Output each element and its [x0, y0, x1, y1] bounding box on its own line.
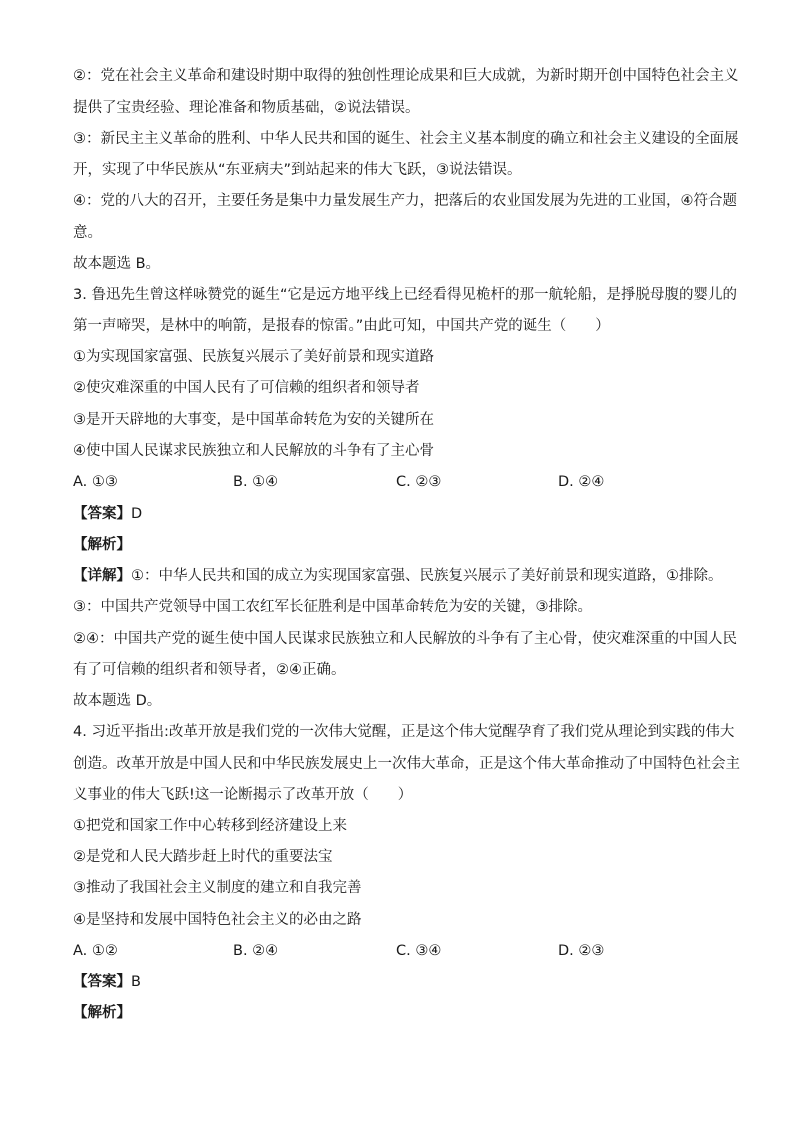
q3-option-c: C. ②③: [396, 474, 442, 490]
q3-option-a: A. ①③: [73, 474, 118, 490]
q3-detail-3-line-2: 有了可信赖的组织者和领导者，②④正确。: [73, 662, 346, 678]
q4-statement-4: ④是坚持和发展中国特色社会主义的必由之路: [73, 912, 362, 928]
q3-answer-label: 【答案】: [73, 506, 131, 522]
q3-conclusion: 故本题选 D。: [73, 693, 162, 709]
prev-point-3-line-1: ③：新民主主义革命的胜利、中华人民共和国的诞生、社会主义基本制度的确立和社会主义建设的全面展: [73, 131, 739, 147]
q4-option-a: A. ①②: [73, 943, 118, 959]
q3-detail-1: [73, 566, 723, 586]
q4-option-b: B. ②④: [233, 943, 279, 959]
q3-statement-3: ③是开天辟地的大事变，是中国革命转危为安的关键所在: [73, 412, 434, 428]
q4-stem-line-3: 义事业的伟大飞跃!这一论断揭示了改革开放（ ）: [73, 787, 413, 803]
prev-point-3-line-2: 开，实现了中华民族从“东亚病夫”到站起来的伟大飞跃，③说法错误。: [73, 162, 522, 178]
q4-stem-line-2: 创造。改革开放是中国人民和中华民族发展史上一次伟大革命，正是这个伟大革命推动了中国特色社会主: [73, 756, 740, 772]
q3-detail-1-text: ①：中华人民共和国的成立为实现国家富强、民族复兴展示了美好前景和现实道路，①排除。: [131, 568, 723, 584]
prev-point-4-line-2: 意。: [73, 225, 102, 241]
q4-stem-line-1: 4. 习近平指出:改革开放是我们党的一次伟大觉醒，正是这个伟大觉醒孕育了我们党从理论到实践的伟大: [73, 724, 735, 740]
prev-conclusion: 故本题选 B。: [73, 256, 161, 272]
q4-option-c: C. ③④: [396, 943, 442, 959]
q3-stem-line-2: 第一声啼哭，是林中的响箭，是报春的惊雷。”由此可知，中国共产党的诞生（ ）: [73, 318, 610, 334]
q3-stem-line-1: 3. 鲁迅先生曾这样咏赞党的诞生“它是远方地平线上已经看得见桅杆的那一航轮船，是掙脱母腹的婴儿的: [73, 287, 737, 303]
q3-option-d: D. ②④: [558, 474, 605, 490]
q3-detail-2: ③：中国共产党领导中国工农红军长征胜利是中国革命转危为安的关键，③排除。: [73, 599, 592, 615]
q3-statement-4: ④使中国人民谋求民族独立和人民解放的斗争有了主心骨: [73, 443, 434, 459]
q3-answer-value: D: [131, 506, 143, 522]
q4-answer-row: [73, 972, 141, 992]
prev-point-2-line-1: ②：党在社会主义革命和建设时期中取得的独创性理论成果和巨大成就，为新时期开创中国特色社会主义: [73, 68, 739, 84]
q4-statement-1: ①把党和国家工作中心转移到经济建设上来: [73, 818, 347, 834]
q3-statement-1: ①为实现国家富强、民族复兴展示了美好前景和现实道路: [73, 349, 434, 365]
q4-statement-2: ②是党和人民大踏步赶上时代的重要法宝: [73, 849, 333, 865]
q3-answer-row: [73, 504, 142, 524]
q4-answer-label: 【答案】: [73, 974, 131, 990]
prev-point-4-line-1: ④：党的八大的召开，主要任务是集中力量发展生产力，把落后的农业国发展为先进的工业国，④符合题: [73, 193, 737, 209]
q3-detail-3-line-1: ②④：中国共产党的诞生使中国人民谋求民族独立和人民解放的斗争有了主心骨，使灾难深重的中国人民: [73, 631, 737, 647]
prev-point-2-line-2: 提供了宝贵经验、理论准备和物质基础，②说法错误。: [73, 100, 420, 116]
q3-detail-label: 【详解】: [73, 568, 131, 584]
q4-analysis-label: 【解析】: [73, 1005, 131, 1021]
q3-option-b: B. ①④: [233, 474, 279, 490]
q4-statement-3: ③推动了我国社会主义制度的建立和自我完善: [73, 880, 362, 896]
q3-statement-2: ②使灾难深重的中国人民有了可信赖的组织者和领导者: [73, 380, 420, 396]
q3-analysis-label: 【解析】: [73, 537, 131, 553]
q4-answer-value: B: [131, 974, 141, 990]
q4-option-d: D. ②③: [558, 943, 605, 959]
